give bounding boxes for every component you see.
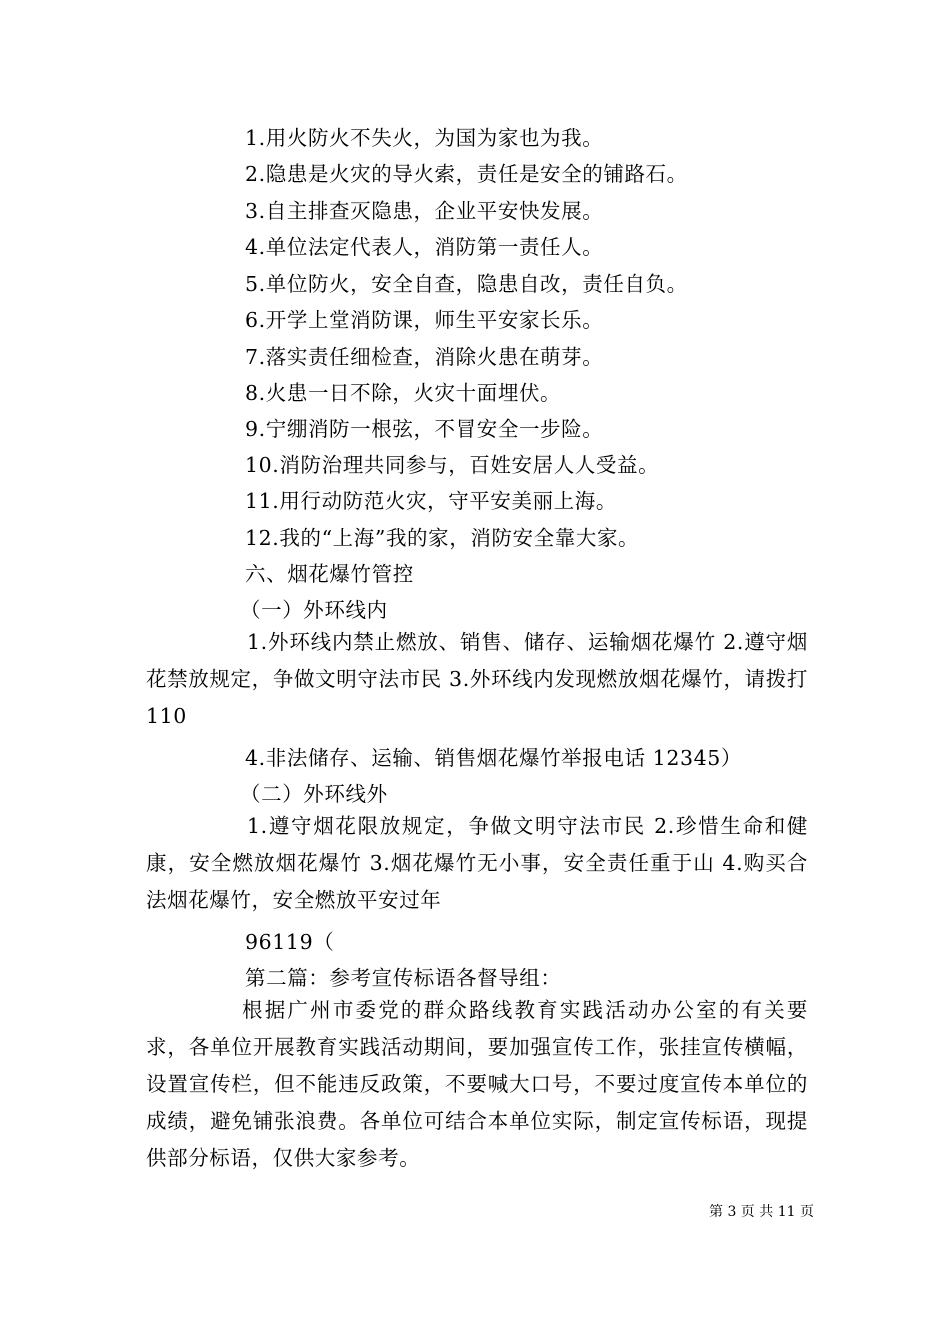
slogan-line: 11.用行动防范火灾，守平安美丽上海。 xyxy=(245,489,618,513)
subsection-heading: （二）外环线外 xyxy=(240,782,388,806)
section-heading: 第二篇：参考宣传标语各督导组： xyxy=(245,966,562,990)
slogan-line: 12.我的“上海”我的家，消防安全靠大家。 xyxy=(245,526,640,550)
page-number: 第 3 页 共 11 页 xyxy=(709,1204,814,1220)
slogan-line: 7.落实责任细检查，消除火患在萌芽。 xyxy=(245,345,604,369)
slogan-line: 9.宁绷消防一根弦，不冒安全一步险。 xyxy=(245,417,604,441)
section-heading: 六、烟花爆竹管控 xyxy=(245,562,414,586)
slogan-line: 10.消防治理共同参与，百姓安居人人受益。 xyxy=(245,453,660,477)
slogan-line: 2.隐患是火灾的导火索，责任是安全的铺路石。 xyxy=(245,162,688,186)
slogan-line: 5.单位防火，安全自查，隐患自改，责任自负。 xyxy=(245,272,688,296)
paragraph: 1.遵守烟花限放规定，争做文明守法市民 2.珍惜生命和健康，安全燃放烟花爆竹 3.烟花爆竹无小事，安全责任重于山 4.购买合法烟花爆竹，安全燃放平安过年 xyxy=(146,814,808,912)
paragraph-line: 4.非法储存、运输、销售烟花爆竹举报电话 12345） xyxy=(245,746,742,770)
paragraph: 1.外环线内禁止燃放、销售、储存、运输烟花爆竹 2.遵守烟花禁放规定，争做文明守法市民 3.外环线内发现燃放烟花爆竹，请拨打 110 xyxy=(146,630,808,728)
slogan-line: 8.火患一日不除，火灾十面埋伏。 xyxy=(245,381,562,405)
subsection-heading: （一）外环线内 xyxy=(240,598,388,622)
paragraph: 根据广州市委党的群众路线教育实践活动办公室的有关要求，各单位开展教育实践活动期间，要加强宣传工作，张挂宣传横幅，设置宣传栏，但不能违反政策，不要喊大口号，不要过度宣传本单位的成绩，避免铺张浪费。各单位可结合本单位实际，制定宣传标语，现提供部分标语，仅供大家参考。 xyxy=(146,998,808,1170)
slogan-line: 4.单位法定代表人，消防第一责任人。 xyxy=(245,235,604,259)
slogan-line: 1.用火防火不失火，为国为家也为我。 xyxy=(245,126,604,150)
slogan-line: 3.自主排查灭隐患，企业平安快发展。 xyxy=(245,199,604,223)
paragraph-line: 96119（ xyxy=(245,930,335,954)
slogan-line: 6.开学上堂消防课，师生平安家长乐。 xyxy=(245,308,604,332)
